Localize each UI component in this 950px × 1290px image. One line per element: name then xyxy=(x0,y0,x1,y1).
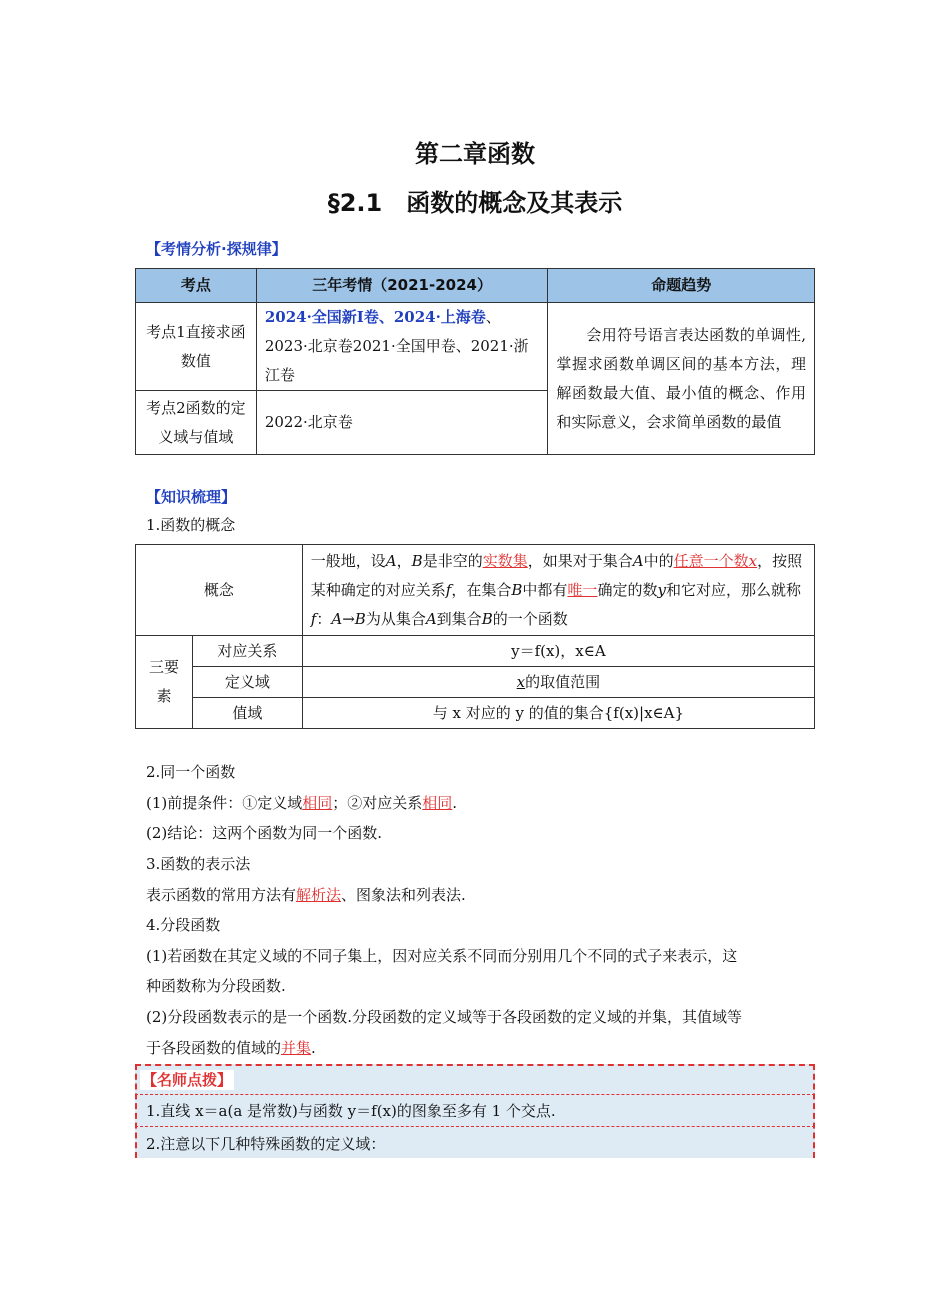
concept-table xyxy=(135,544,815,729)
exam-trend: 会用符号语言表达函数的单调性,掌握求函数单调区间的基本方法，理解函数最大值、最小值的概念、作用和实际意义，会求简单函数的最值 xyxy=(548,303,815,455)
def-var: x xyxy=(748,551,758,570)
item-3-heading: 3.函数的表示法 xyxy=(146,855,251,873)
def-text: ，如果对于集合 xyxy=(527,551,633,570)
table-row xyxy=(136,303,815,391)
header-point: 考点 xyxy=(136,269,257,303)
exam-analysis-heading: 【考情分析·探规律】 xyxy=(146,240,287,258)
header-trend: 命题趋势 xyxy=(548,269,815,303)
tips-heading: 【名师点拨】 xyxy=(142,1071,233,1089)
table-row xyxy=(136,636,815,667)
item-4-1a: (1)若函数在其定义域的不同子集上，因对应关系不同而分别用几个不同的式子来表示，这 xyxy=(146,947,738,965)
exam-table-header xyxy=(136,269,815,303)
item-2-2: (2)结论：这两个函数为同一个函数. xyxy=(146,824,383,842)
exam-years-1-bold: 2024·全国新Ⅰ卷、2024·上海卷 xyxy=(264,308,486,326)
item-4-2a: (2)分段函数表示的是一个函数.分段函数的定义域等于各段函数的定义域的并集，其值域等 xyxy=(146,1008,743,1026)
highlight: 解析法 xyxy=(296,886,342,904)
element-var: x xyxy=(516,672,526,691)
text: . xyxy=(452,794,458,812)
item-4-2b xyxy=(146,1038,316,1058)
def-var: B xyxy=(481,609,493,628)
def-text: 确定的数 xyxy=(597,580,658,599)
def-text: ： xyxy=(316,609,332,628)
table-row xyxy=(136,698,815,729)
exam-point-1: 考点1直接求函数值 xyxy=(136,303,257,391)
chapter-title: 第二章函数 xyxy=(415,140,535,168)
exam-years-2: 2022·北京卷 xyxy=(256,391,548,455)
element-label: 值域 xyxy=(192,698,302,729)
text: 于各段函数的值域的 xyxy=(146,1039,282,1057)
element-text: 的取值范围 xyxy=(525,672,601,691)
header-years: 三年考情（2021-2024） xyxy=(256,269,548,303)
item-1-heading: 1.函数的概念 xyxy=(146,516,236,534)
exam-years-1 xyxy=(256,303,548,391)
element-value: 与 x 对应的 y 的值的集合{f(x)|x∈A} xyxy=(302,698,814,729)
concept-label: 概念 xyxy=(136,545,303,636)
item-3-body xyxy=(146,885,466,905)
table-row xyxy=(136,667,815,698)
item-2-1 xyxy=(146,793,457,813)
item-4-heading: 4.分段函数 xyxy=(146,916,221,934)
highlight: 相同 xyxy=(302,794,333,812)
def-text: 到集合 xyxy=(436,609,482,628)
def-text: 是非空的 xyxy=(422,551,483,570)
exam-years-1-rest: 2023·北京卷2021·全国甲卷、2021·浙江卷 xyxy=(264,337,529,384)
element-value: y＝f(x)，x∈A xyxy=(302,636,814,667)
def-text: 的一个函数 xyxy=(492,609,568,628)
def-var: A xyxy=(331,609,343,628)
def-highlight: 唯一 xyxy=(567,580,598,599)
text: 、图象法和列表法. xyxy=(341,886,466,904)
text: (1)前提条件：①定义域 xyxy=(146,794,303,812)
def-var: f xyxy=(445,580,452,599)
def-var: A xyxy=(632,551,644,570)
def-text: 为从集合 xyxy=(365,609,426,628)
text: 表示函数的常用方法有 xyxy=(146,886,297,904)
def-highlight: 实数集 xyxy=(482,551,528,570)
text: . xyxy=(311,1039,316,1057)
text: ；②对应关系 xyxy=(332,794,423,812)
element-label: 对应关系 xyxy=(192,636,302,667)
def-var: A xyxy=(385,551,397,570)
def-var: B xyxy=(411,551,423,570)
section-title: §2.1 函数的概念及其表示 xyxy=(327,189,623,217)
tips-line-2: 2.注意以下几种特殊函数的定义域： xyxy=(146,1135,386,1153)
def-text: 中的 xyxy=(643,551,674,570)
highlight: 相同 xyxy=(422,794,453,812)
exam-point-2: 考点2函数的定义域与值域 xyxy=(136,391,257,455)
def-arrow: → xyxy=(342,609,355,628)
def-text: 和它对应，那么就称 xyxy=(665,580,801,599)
tips-divider xyxy=(135,1126,815,1127)
def-var: f xyxy=(310,609,317,628)
highlight: 并集 xyxy=(281,1039,312,1057)
element-label: 定义域 xyxy=(192,667,302,698)
item-4-1b: 种函数称为分段函数. xyxy=(146,977,286,995)
exam-table xyxy=(135,268,815,455)
def-text: 中都有 xyxy=(522,580,568,599)
three-elements-label: 三要素 xyxy=(136,636,193,729)
knowledge-heading: 【知识梳理】 xyxy=(146,488,237,506)
def-text: ， xyxy=(396,551,412,570)
def-var: A xyxy=(425,609,437,628)
tips-line-1: 1.直线 x＝a(a 是常数)与函数 y＝f(x)的图象至多有 1 个交点. xyxy=(146,1102,556,1120)
element-value xyxy=(302,667,814,698)
def-var: B xyxy=(354,609,366,628)
def-highlight: 任意一个数 xyxy=(673,551,749,570)
def-text: 一般地，设 xyxy=(310,551,386,570)
def-text: ，按照某种确定的对应关系 xyxy=(310,551,803,599)
concept-definition xyxy=(302,545,814,636)
item-2-heading: 2.同一个函数 xyxy=(146,763,236,781)
exam-years-1-sep: 、 xyxy=(485,308,501,326)
tips-divider xyxy=(135,1094,815,1095)
def-text: ，在集合 xyxy=(451,580,512,599)
def-var: B xyxy=(511,580,523,599)
def-var: y xyxy=(657,580,666,599)
table-row xyxy=(136,545,815,636)
